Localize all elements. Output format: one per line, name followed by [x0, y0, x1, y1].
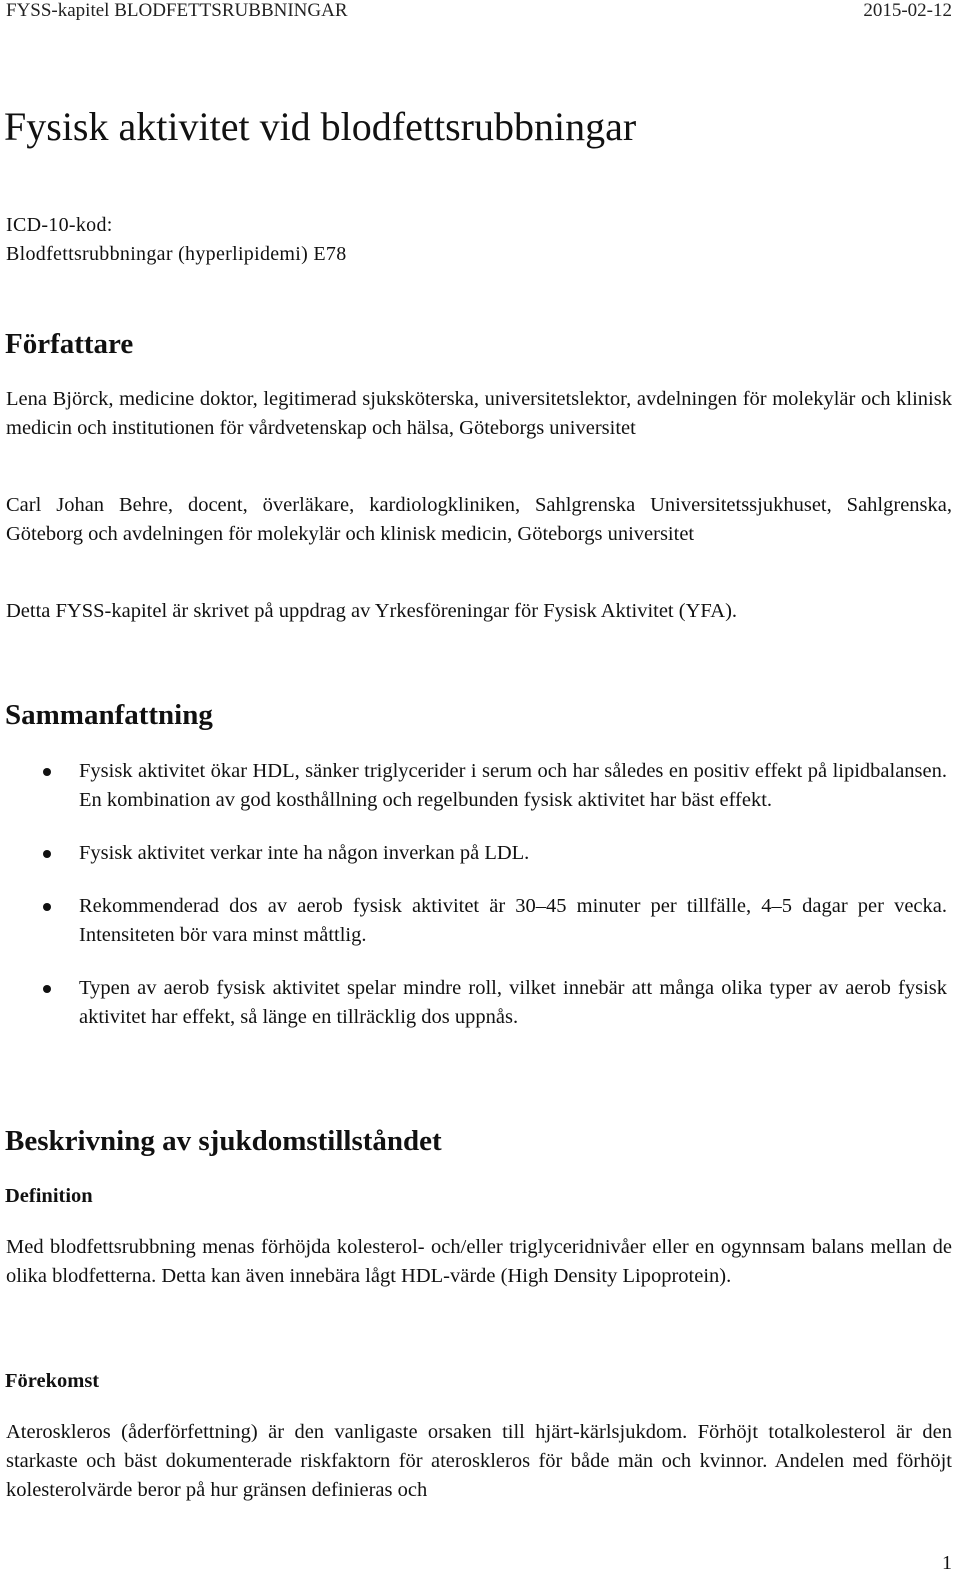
bullet-icon — [43, 903, 51, 911]
icd-code-block — [6, 211, 347, 269]
authors-heading: Författare — [5, 328, 134, 360]
icd-value: Blodfettsrubbningar (hyperlipidemi) E78 — [6, 243, 347, 265]
list-item: Fysisk aktivitet ökar HDL, sänker triglycerider i serum och har således en positiv effekt på lipidbalansen. En kombination av god kosthållning och regelbunden fysisk aktivitet har bäst effekt. — [0, 757, 947, 815]
definition-heading: Definition — [5, 1185, 93, 1207]
page-title: Fysisk aktivitet vid blodfettsrubbningar — [4, 104, 637, 149]
list-item: Fysisk aktivitet verkar inte ha någon inverkan på LDL. — [0, 839, 947, 868]
description-heading: Beskrivning av sjukdomstillståndet — [5, 1125, 442, 1157]
summary-list — [0, 757, 960, 1056]
page-header — [6, 0, 952, 26]
icd-label: ICD-10-kod: — [6, 214, 113, 236]
commission-paragraph: Detta FYSS-kapitel är skrivet på uppdrag av Yrkesföreningar för Fysisk Aktivitet (YFA). — [6, 600, 738, 622]
bullet-icon — [43, 768, 51, 776]
bullet-icon — [43, 985, 51, 993]
header-chapter: FYSS-kapitel BLODFETTSRUBBNINGAR — [6, 0, 348, 21]
definition-paragraph: Med blodfettsrubbning menas förhöjda kolesterol- och/eller triglyceridnivåer eller en ogynnsam balans mellan de olika blodfetterna. Detta kan även innebära lågt HDL-värde (High Density Lipoprotein). — [6, 1236, 952, 1287]
page-number: 1 — [942, 1552, 952, 1574]
list-item: Rekommenderad dos av aerob fysisk aktivitet är 30–45 minuter per tillfälle, 4–5 dagar per vecka. Intensiteten bör vara minst måttlig. — [0, 892, 947, 950]
author-paragraph: Carl Johan Behre, docent, överläkare, kardiologkliniken, Sahlgrenska Universitetssjukhuset, Sahlgrenska, Göteborg och avdelningen för molekylär och klinisk medicin, Göteborgs universitet — [6, 494, 952, 545]
occurrence-heading: Förekomst — [5, 1370, 100, 1392]
occurrence-paragraph: Ateroskleros (åderförfettning) är den vanligaste orsaken till hjärt-kärlsjukdom. Förhöjt totalkolesterol är den starkaste och bäst dokumenterade riskfaktorn för ateroskleros för både män och kvinnor. Andelen med förhöjt kolesterolvärde beror på hur gränsen definieras och — [6, 1421, 952, 1501]
summary-heading: Sammanfattning — [5, 699, 213, 731]
bullet-icon — [43, 850, 51, 858]
list-item: Typen av aerob fysisk aktivitet spelar mindre roll, vilket innebär att många olika typer av aerob fysisk aktivitet har effekt, så länge en tillräcklig dos uppnås. — [0, 974, 947, 1032]
header-date: 2015-02-12 — [863, 0, 952, 21]
author-paragraph: Lena Björck, medicine doktor, legitimerad sjuksköterska, universitetslektor, avdelningen för molekylär och klinisk medicin och institutionen för vårdvetenskap och hälsa, Göteborgs universitet — [6, 388, 952, 439]
